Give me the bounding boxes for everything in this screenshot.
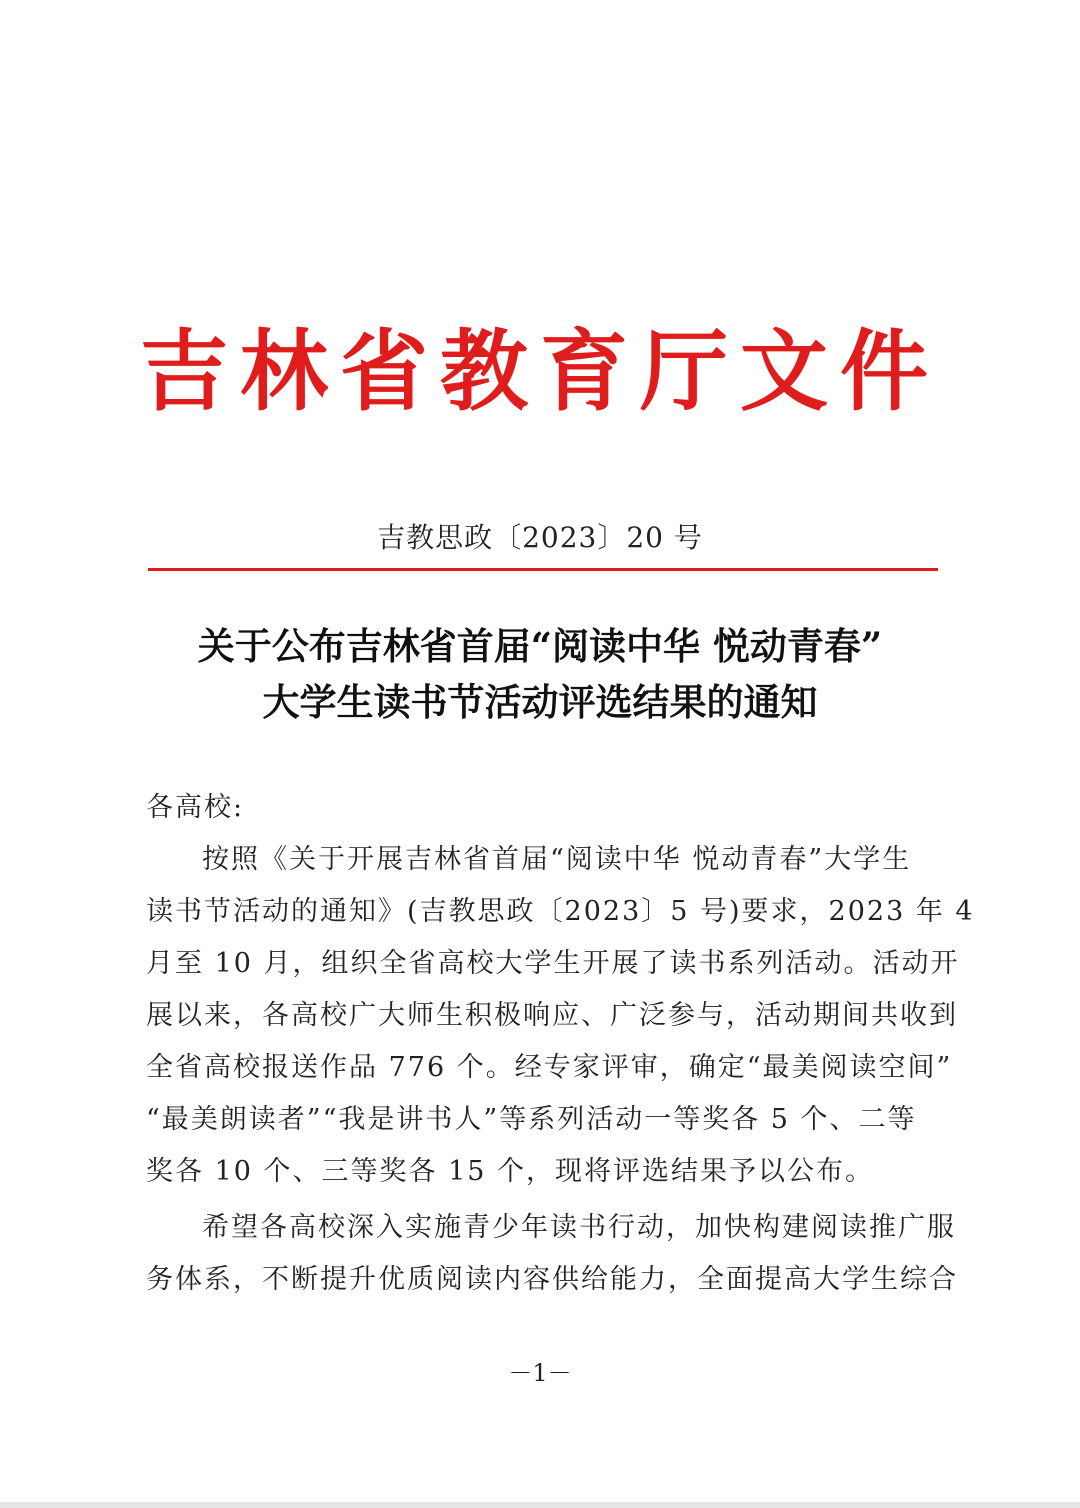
paragraph-2 [146,1202,958,1306]
paragraph-1-line: 奖各 10 个、三等奖各 15 个，现将评选结果予以公布。 [146,1156,875,1187]
masthead-title: 吉林省教育厅文件 [139,319,940,423]
red-divider-rule [148,568,938,571]
notice-title [100,618,980,730]
paragraph-1-line: 全省高校报送作品 776 个。经专家评审，确定“最美阅读空间” [146,1052,953,1083]
bottom-edge-divider [0,1502,1080,1508]
paragraph-1-line: 按照《关于开展吉林省首届“阅读中华 悦动青春”大学生 [202,844,912,875]
paragraph-1-line: 读书节活动的通知》(吉教思政〔2023〕5 号)要求，2023 年 4 [146,896,975,927]
page-number: －1－ [508,1359,572,1387]
paragraph-1 [146,834,975,1198]
paragraph-2-line: 务体系，不断提升优质阅读内容供给能力，全面提高大学生综合 [146,1264,958,1295]
paragraph-1-line: 月至 10 月，组织全省高校大学生开展了读书系列活动。活动开 [146,948,960,979]
paragraph-1-line: 展以来，各高校广大师生积极响应、广泛参与，活动期间共收到 [146,1000,958,1031]
document-number: 吉教思政〔2023〕20 号 [377,521,703,554]
paragraph-1-line: “最美朗读者”“我是讲书人”等系列活动一等奖各 5 个、二等 [146,1104,917,1135]
paragraph-2-line: 希望各高校深入实施青少年读书行动，加快构建阅读推广服 [202,1212,956,1243]
salutation: 各高校: [146,792,245,823]
notice-title-line-1: 关于公布吉林省首届“阅读中华 悦动青春” [197,624,883,668]
notice-title-line-2: 大学生读书节活动评选结果的通知 [262,680,818,724]
